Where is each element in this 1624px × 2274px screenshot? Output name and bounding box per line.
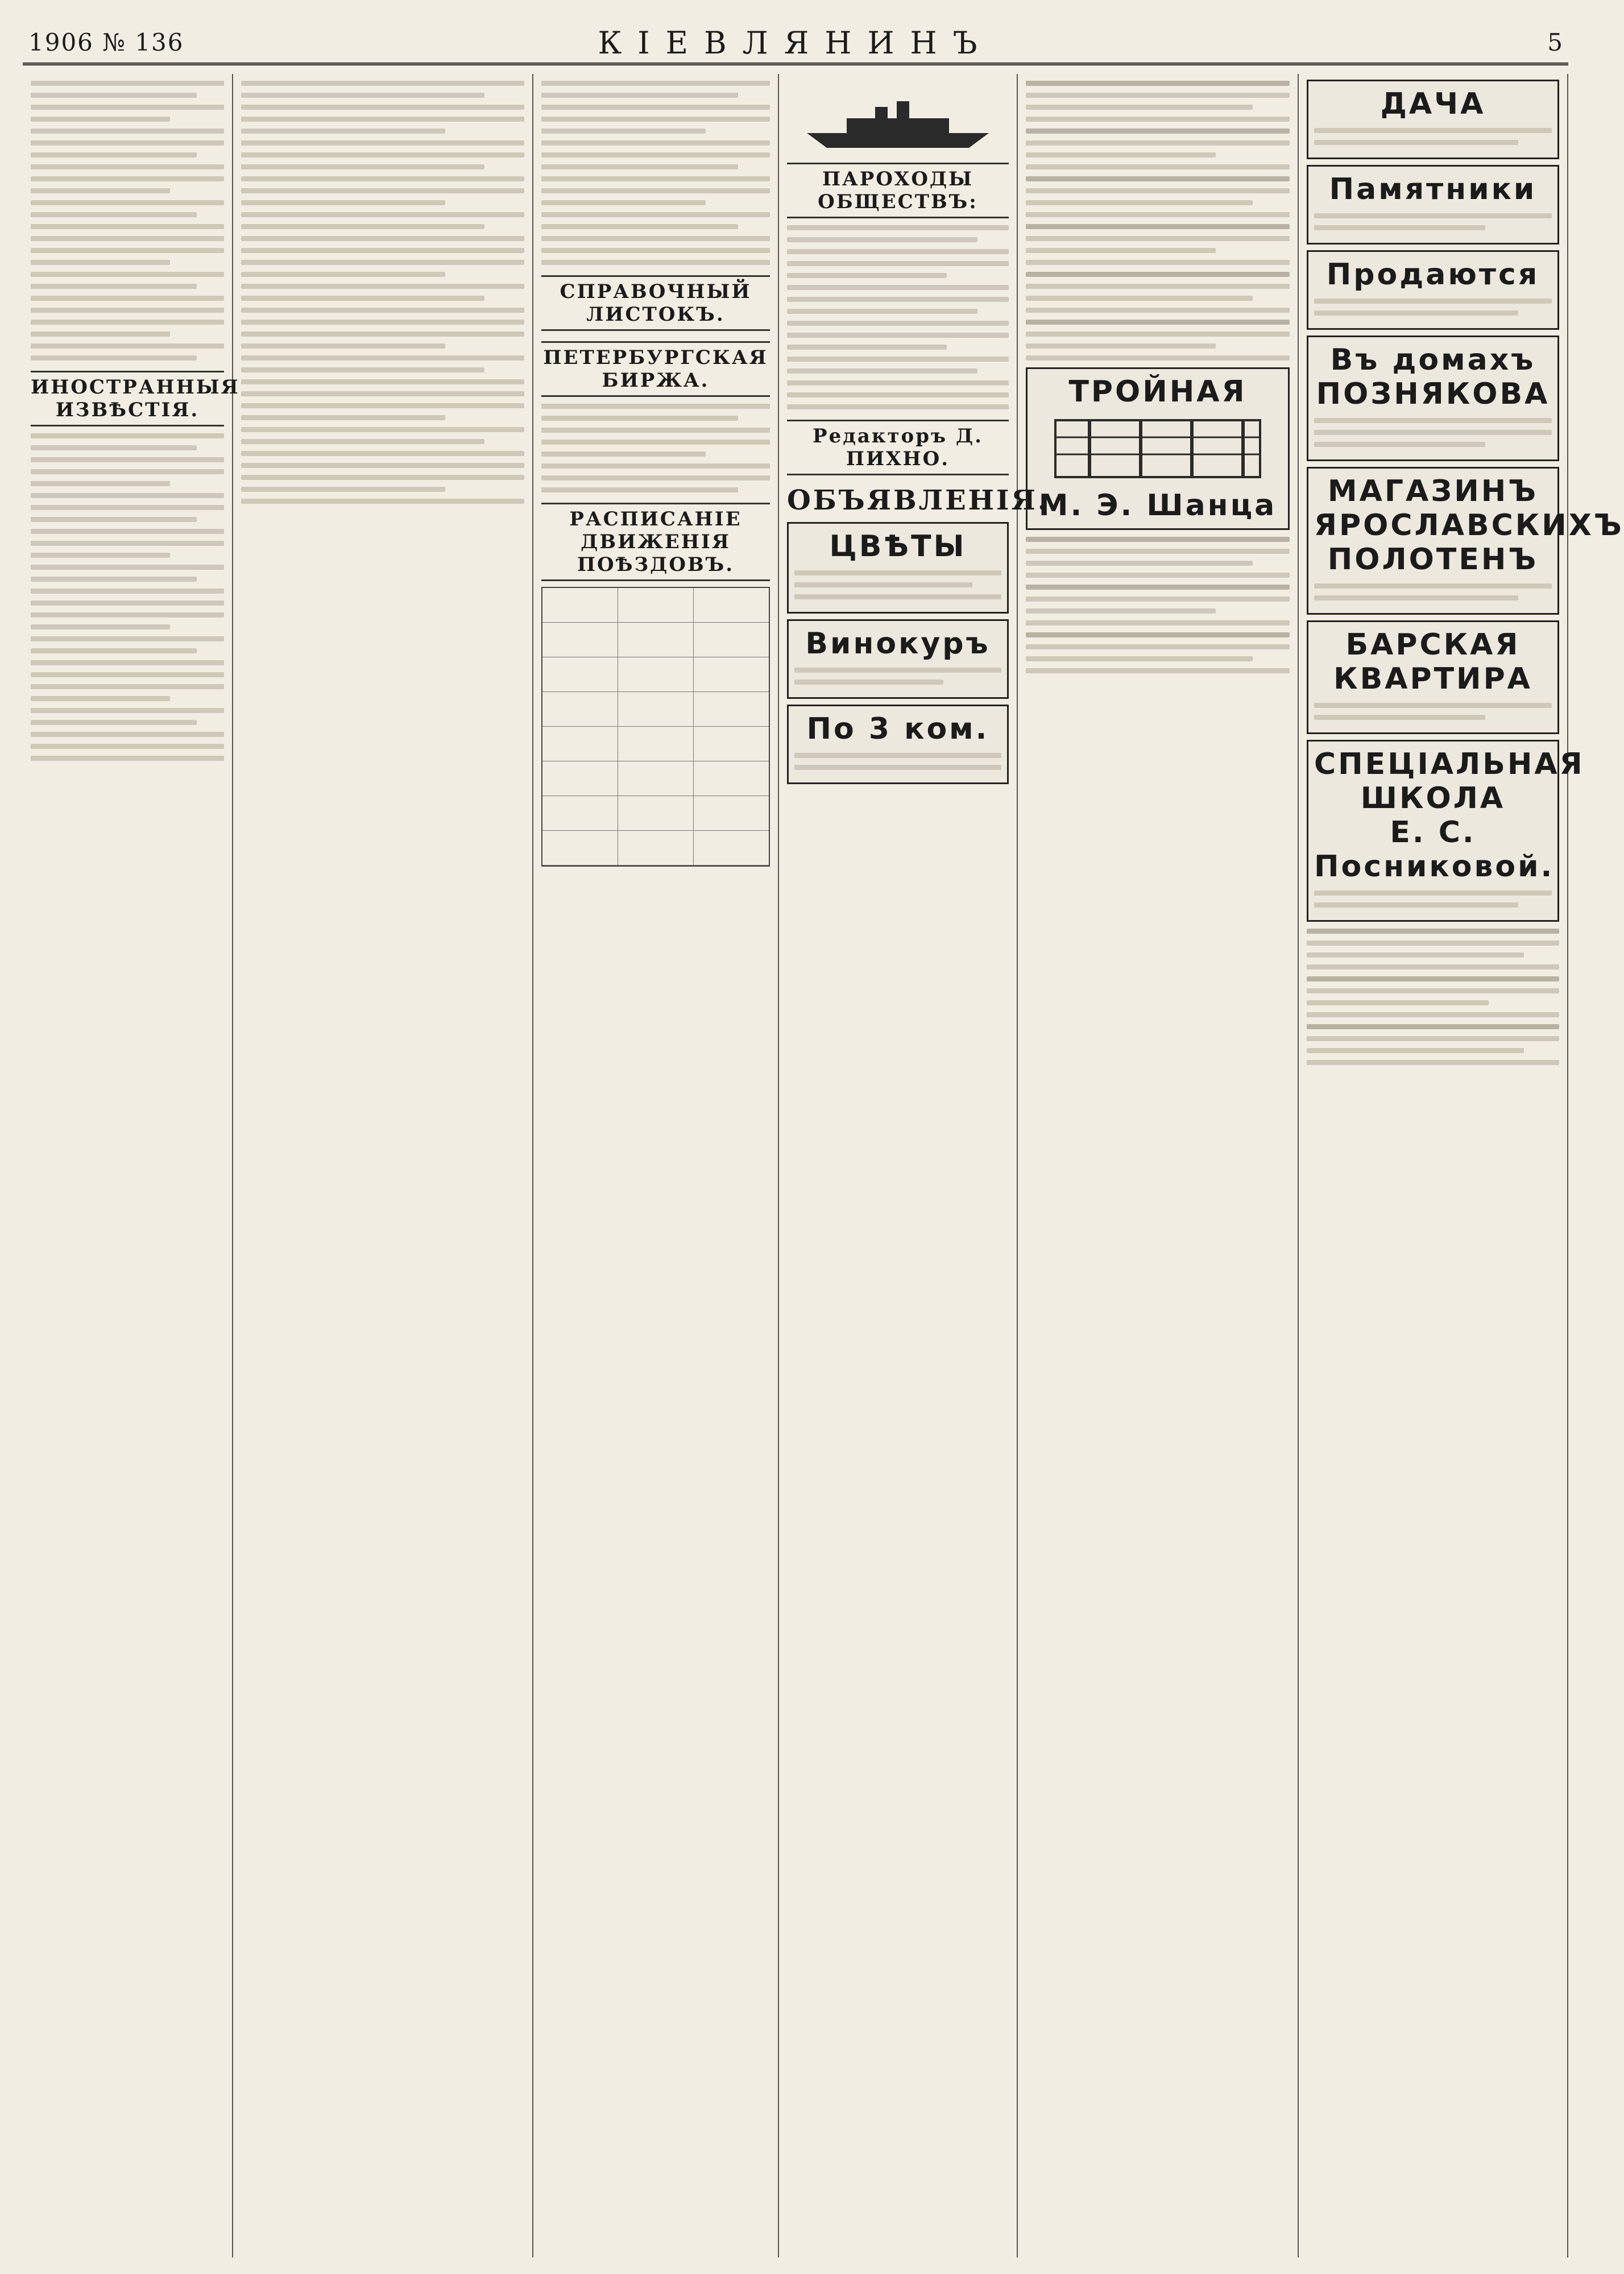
column-3 bbox=[533, 74, 779, 2258]
newspaper-title: КІЕВЛЯНИНЪ bbox=[598, 25, 993, 61]
train-schedule-heading: РАСПИСАНІЕ ДВИЖЕНІЯ ПОѢЗДОВЪ. bbox=[541, 503, 770, 581]
column-6 bbox=[1299, 74, 1624, 2258]
page-number: 5 bbox=[1547, 28, 1563, 56]
wine-ad-title: Винокуръ bbox=[805, 627, 991, 661]
article-text-block bbox=[31, 81, 224, 361]
flowers-ad-title: ЦВѢТЫ bbox=[829, 529, 967, 564]
three-rooms-ad-title: По 3 ком. bbox=[806, 712, 989, 746]
article-text-block bbox=[541, 81, 770, 265]
monuments-ad-title: Памятники bbox=[1329, 172, 1537, 206]
houses-ad bbox=[1307, 335, 1559, 461]
for-sale-ad bbox=[1307, 250, 1559, 330]
school-ad-owner: Е. С. Посниковой. bbox=[1314, 815, 1555, 884]
school-ad bbox=[1307, 740, 1585, 922]
apartment-ad bbox=[1307, 620, 1559, 734]
article-text-block bbox=[241, 81, 524, 504]
reference-sheet-heading: СПРАВОЧНЫЙ ЛИСТОКЪ. bbox=[541, 275, 770, 331]
dacha-ad-title: ДАЧА bbox=[1380, 87, 1486, 121]
school-ad-title: СПЕЦІАЛЬНАЯ ШКОЛА bbox=[1314, 747, 1585, 815]
houses-ad-title: Въ домахъ ПОЗНЯКОВА bbox=[1316, 343, 1550, 411]
classifieds-block bbox=[1026, 81, 1290, 361]
editor-line: Редакторъ Д. ПИХНО. bbox=[787, 420, 1009, 475]
ship-icon bbox=[796, 84, 1000, 152]
apartment-ad-title: БАРСКАЯ КВАРТИРА bbox=[1333, 628, 1532, 696]
flowers-ad bbox=[787, 522, 1009, 614]
dacha-ad bbox=[1307, 80, 1559, 159]
announcements-heading: ОБЪЯВЛЕНІЯ. bbox=[787, 484, 1050, 516]
issue-label: 1906 № 136 bbox=[28, 28, 184, 56]
classifieds-block-3 bbox=[1307, 929, 1559, 1065]
foreign-news-heading: ИНОСТРАННЫЯ ИЗВѢСТІЯ. bbox=[31, 371, 224, 426]
three-rooms-ad bbox=[787, 705, 1009, 784]
newspaper-header bbox=[23, 23, 1568, 65]
triple-wire-ad bbox=[1026, 367, 1290, 530]
exchange-heading: ПЕТЕРБУРГСКАЯ БИРЖА. bbox=[541, 341, 770, 397]
exchange-text bbox=[541, 404, 770, 492]
train-schedule-table bbox=[541, 587, 770, 867]
column-5 bbox=[1018, 74, 1299, 2258]
monuments-ad bbox=[1307, 165, 1559, 245]
store-label: МАГАЗИНЪ bbox=[1327, 474, 1539, 508]
classifieds-block-2 bbox=[1026, 537, 1290, 673]
foreign-news-text bbox=[31, 433, 224, 761]
towels-title: ЯРОСЛАВСКИХЪ ПОЛОТЕНЪ bbox=[1314, 508, 1624, 577]
column-2 bbox=[233, 74, 533, 2258]
column-4 bbox=[779, 74, 1050, 2258]
wine-ad bbox=[787, 619, 1009, 699]
shantz-ad-title: М. Э. Шанца bbox=[1038, 488, 1277, 523]
steamer-schedule-text bbox=[787, 225, 1009, 409]
steamers-heading: ПАРОХОДЫ ОБЩЕСТВЪ: bbox=[787, 163, 1009, 218]
triple-wire-ad-title: ТРОЙНАЯ bbox=[1068, 375, 1247, 409]
towels-store-ad bbox=[1307, 467, 1624, 615]
fence-icon bbox=[1050, 415, 1266, 483]
for-sale-ad-title: Продаются bbox=[1326, 258, 1540, 292]
column-1 bbox=[23, 74, 240, 2258]
